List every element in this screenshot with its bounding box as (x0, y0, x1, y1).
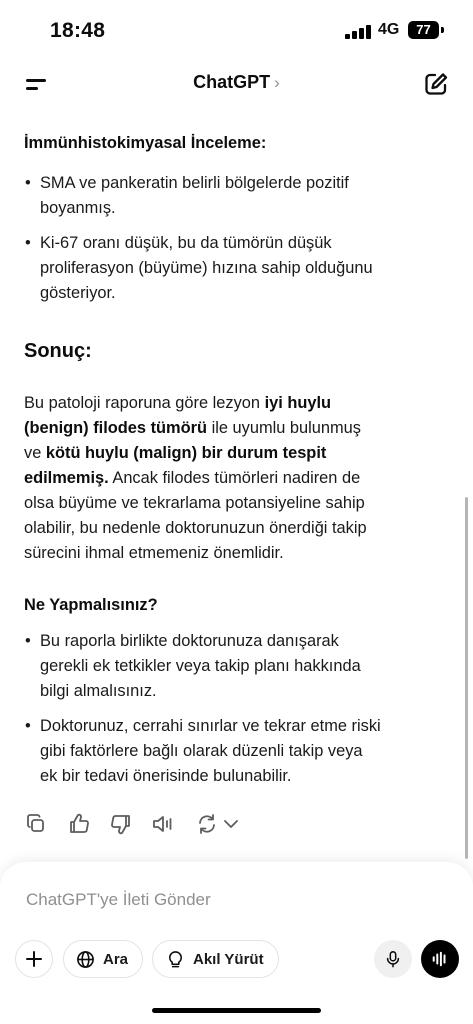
list-item: • Ki-67 oranı düşük, bu da tümörün düşük proliferasyon (büyüme) hızına sahip olduğunu gösteriyor. (24, 231, 424, 306)
immuno-list (24, 171, 424, 316)
list-item: • Bu raporla birlikte doktorunuza danışarak gerekli ek tetkikler veya takip planı hakkında bilgi almalısınız. (24, 629, 424, 704)
read-aloud-icon[interactable] (151, 812, 175, 836)
reason-button[interactable] (152, 940, 279, 978)
battery-cap (441, 27, 444, 33)
microphone-icon (384, 950, 402, 968)
voice-waveform-icon (431, 950, 449, 968)
lightbulb-icon (166, 950, 185, 969)
chevron-down-icon[interactable] (219, 812, 243, 836)
regenerate-icon[interactable] (195, 812, 219, 836)
copy-icon[interactable] (24, 812, 48, 836)
model-selector[interactable] (0, 72, 473, 93)
signal-icon (345, 25, 371, 39)
message-input[interactable]: ChatGPT'ye İleti Gönder (26, 890, 211, 909)
result-paragraph: Bu patoloji raporuna göre lezyon iyi huylu (benign) filodes tümörü ile uyumlu bulunmuş ve kötü huylu (malign) bir durum tespit edilmemiş. Ancak filodes tümörleri nadiren de olsa büyüme ve tekrarlama potansiyeline sahip olabilir, bu nedenle doktorunuzun önerdiği takip sürecini ihmal etmemeniz önemlidir. (24, 394, 367, 562)
section-heading-todo: Ne Yapmalısınız? (24, 596, 158, 614)
status-bar (0, 0, 473, 60)
app-title: ChatGPT (193, 72, 271, 92)
todo-list (24, 629, 424, 799)
search-button-label: Ara (103, 950, 129, 968)
thumbs-up-icon[interactable] (67, 812, 91, 836)
thumbs-down-icon[interactable] (109, 812, 133, 836)
chevron-right-icon: › (274, 73, 280, 92)
clock: 18:48 (50, 19, 106, 42)
network-type: 4G (378, 21, 400, 38)
reason-button-label: Akıl Yürüt (193, 950, 264, 968)
scrollbar[interactable] (465, 497, 468, 859)
list-item: • SMA ve pankeratin belirli bölgelerde pozitif boyanmış. (24, 171, 424, 221)
app-header (0, 60, 473, 110)
compose-icon[interactable] (422, 70, 450, 98)
home-indicator (152, 1008, 321, 1013)
plus-icon (24, 949, 44, 969)
search-button[interactable] (63, 940, 143, 978)
add-attachment-button[interactable] (15, 940, 53, 978)
composer (0, 862, 473, 1024)
voice-mode-button[interactable] (421, 940, 459, 978)
globe-icon (76, 950, 95, 969)
section-heading-immuno: İmmünhistokimyasal İnceleme: (24, 134, 267, 152)
section-heading-result: Sonuç: (24, 340, 92, 362)
battery-icon: 77 (408, 21, 439, 39)
list-item: • Doktorunuz, cerrahi sınırlar ve tekrar etme riski gibi faktörlere bağlı olarak düzenli takip veya ek bir tedavi önerisinde bulunabilir. (24, 714, 424, 789)
microphone-button[interactable] (374, 940, 412, 978)
